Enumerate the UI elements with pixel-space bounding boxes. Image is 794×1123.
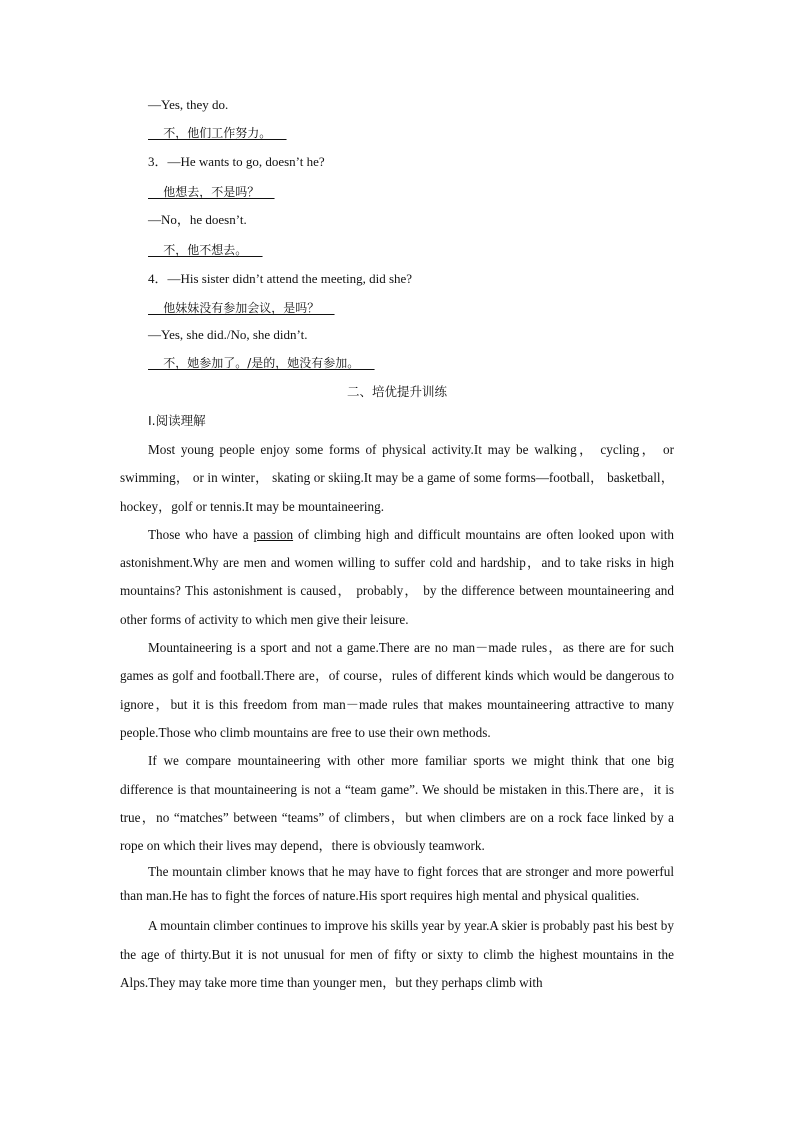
underlined-word: passion — [253, 526, 294, 542]
passage-paragraph: Mountaineering is a sport and not a game.There are no man－made rules，as there are for such games as golf and football.There are，of course，rules of different kinds which would be dangerous to ignore，but it is this freedom from man－made rules that makes mountaineering attractive to many people.Those who climb mountains are free to use their own methods. — [120, 640, 674, 740]
subsection-title: Ⅰ.阅读理解 — [148, 413, 206, 428]
passage-paragraph — [120, 521, 674, 634]
section-title: 二、培优提升训练 — [346, 384, 447, 399]
passage-paragraph: The mountain climber knows that he may have to fight forces that are stronger and more powerful than man.He has to fight the forces of nature.His sport requires high mental and physical qualities. — [120, 864, 674, 904]
reading-passage — [120, 436, 674, 997]
answer-line: 他妹妹没有参加会议，是吗？ — [148, 301, 335, 315]
dialogue-line: 3．—He wants to go, doesn’t he? — [148, 154, 325, 169]
answer-line: 不，他不想去。 — [148, 243, 263, 257]
dialogue-line: —Yes, they do. — [148, 97, 229, 112]
dialogue-line: —No，he doesn’t. — [148, 212, 247, 227]
dialogue-line: —Yes, she did./No, she didn’t. — [148, 327, 308, 342]
passage-paragraph: Most young people enjoy some forms of physical activity.It may be walking， cycling， or swimming， or in winter， skating or skiing.It may be a game of some forms—football， basketball，hockey，golf or tennis.It may be mountaineering. — [120, 442, 674, 514]
answer-line: 不，他们工作努力。 — [148, 126, 287, 140]
answer-line: 不，她参加了。/是的，她没有参加。 — [148, 356, 375, 370]
dialogue-line: 4．—His sister didn’t attend the meeting, did she? — [148, 271, 413, 286]
passage-paragraph: If we compare mountaineering with other more familiar sports we might think that one big difference is that mountaineering is not a “team game”. We should be mistaken in this.There are，it is true，no “matches” between “teams” of climbers，but when climbers are on a rock face linked by a rope on which their lives may depend，there is obviously teamwork. — [120, 753, 674, 854]
answer-line: 他想去，不是吗？ — [148, 185, 275, 199]
passage-paragraph: A mountain climber continues to improve his skills year by year.A skier is probably past his best by the age of thirty.But it is not unusual for men of fifty or sixty to climb the highest mountains in the Alps.They may take more time than younger men，but they perhaps climb with — [120, 918, 674, 991]
paragraph-text: of climbing high and difficult mountains are often looked upon with astonishment.Why are men and women willing to suffer cold and hardship，and to take risks in high mountains? This astonishment is caused， probably， by the difference between mountaineering and other forms of activity to which men give their leisure. — [120, 526, 674, 627]
paragraph-text: Those who have a — [148, 526, 254, 542]
